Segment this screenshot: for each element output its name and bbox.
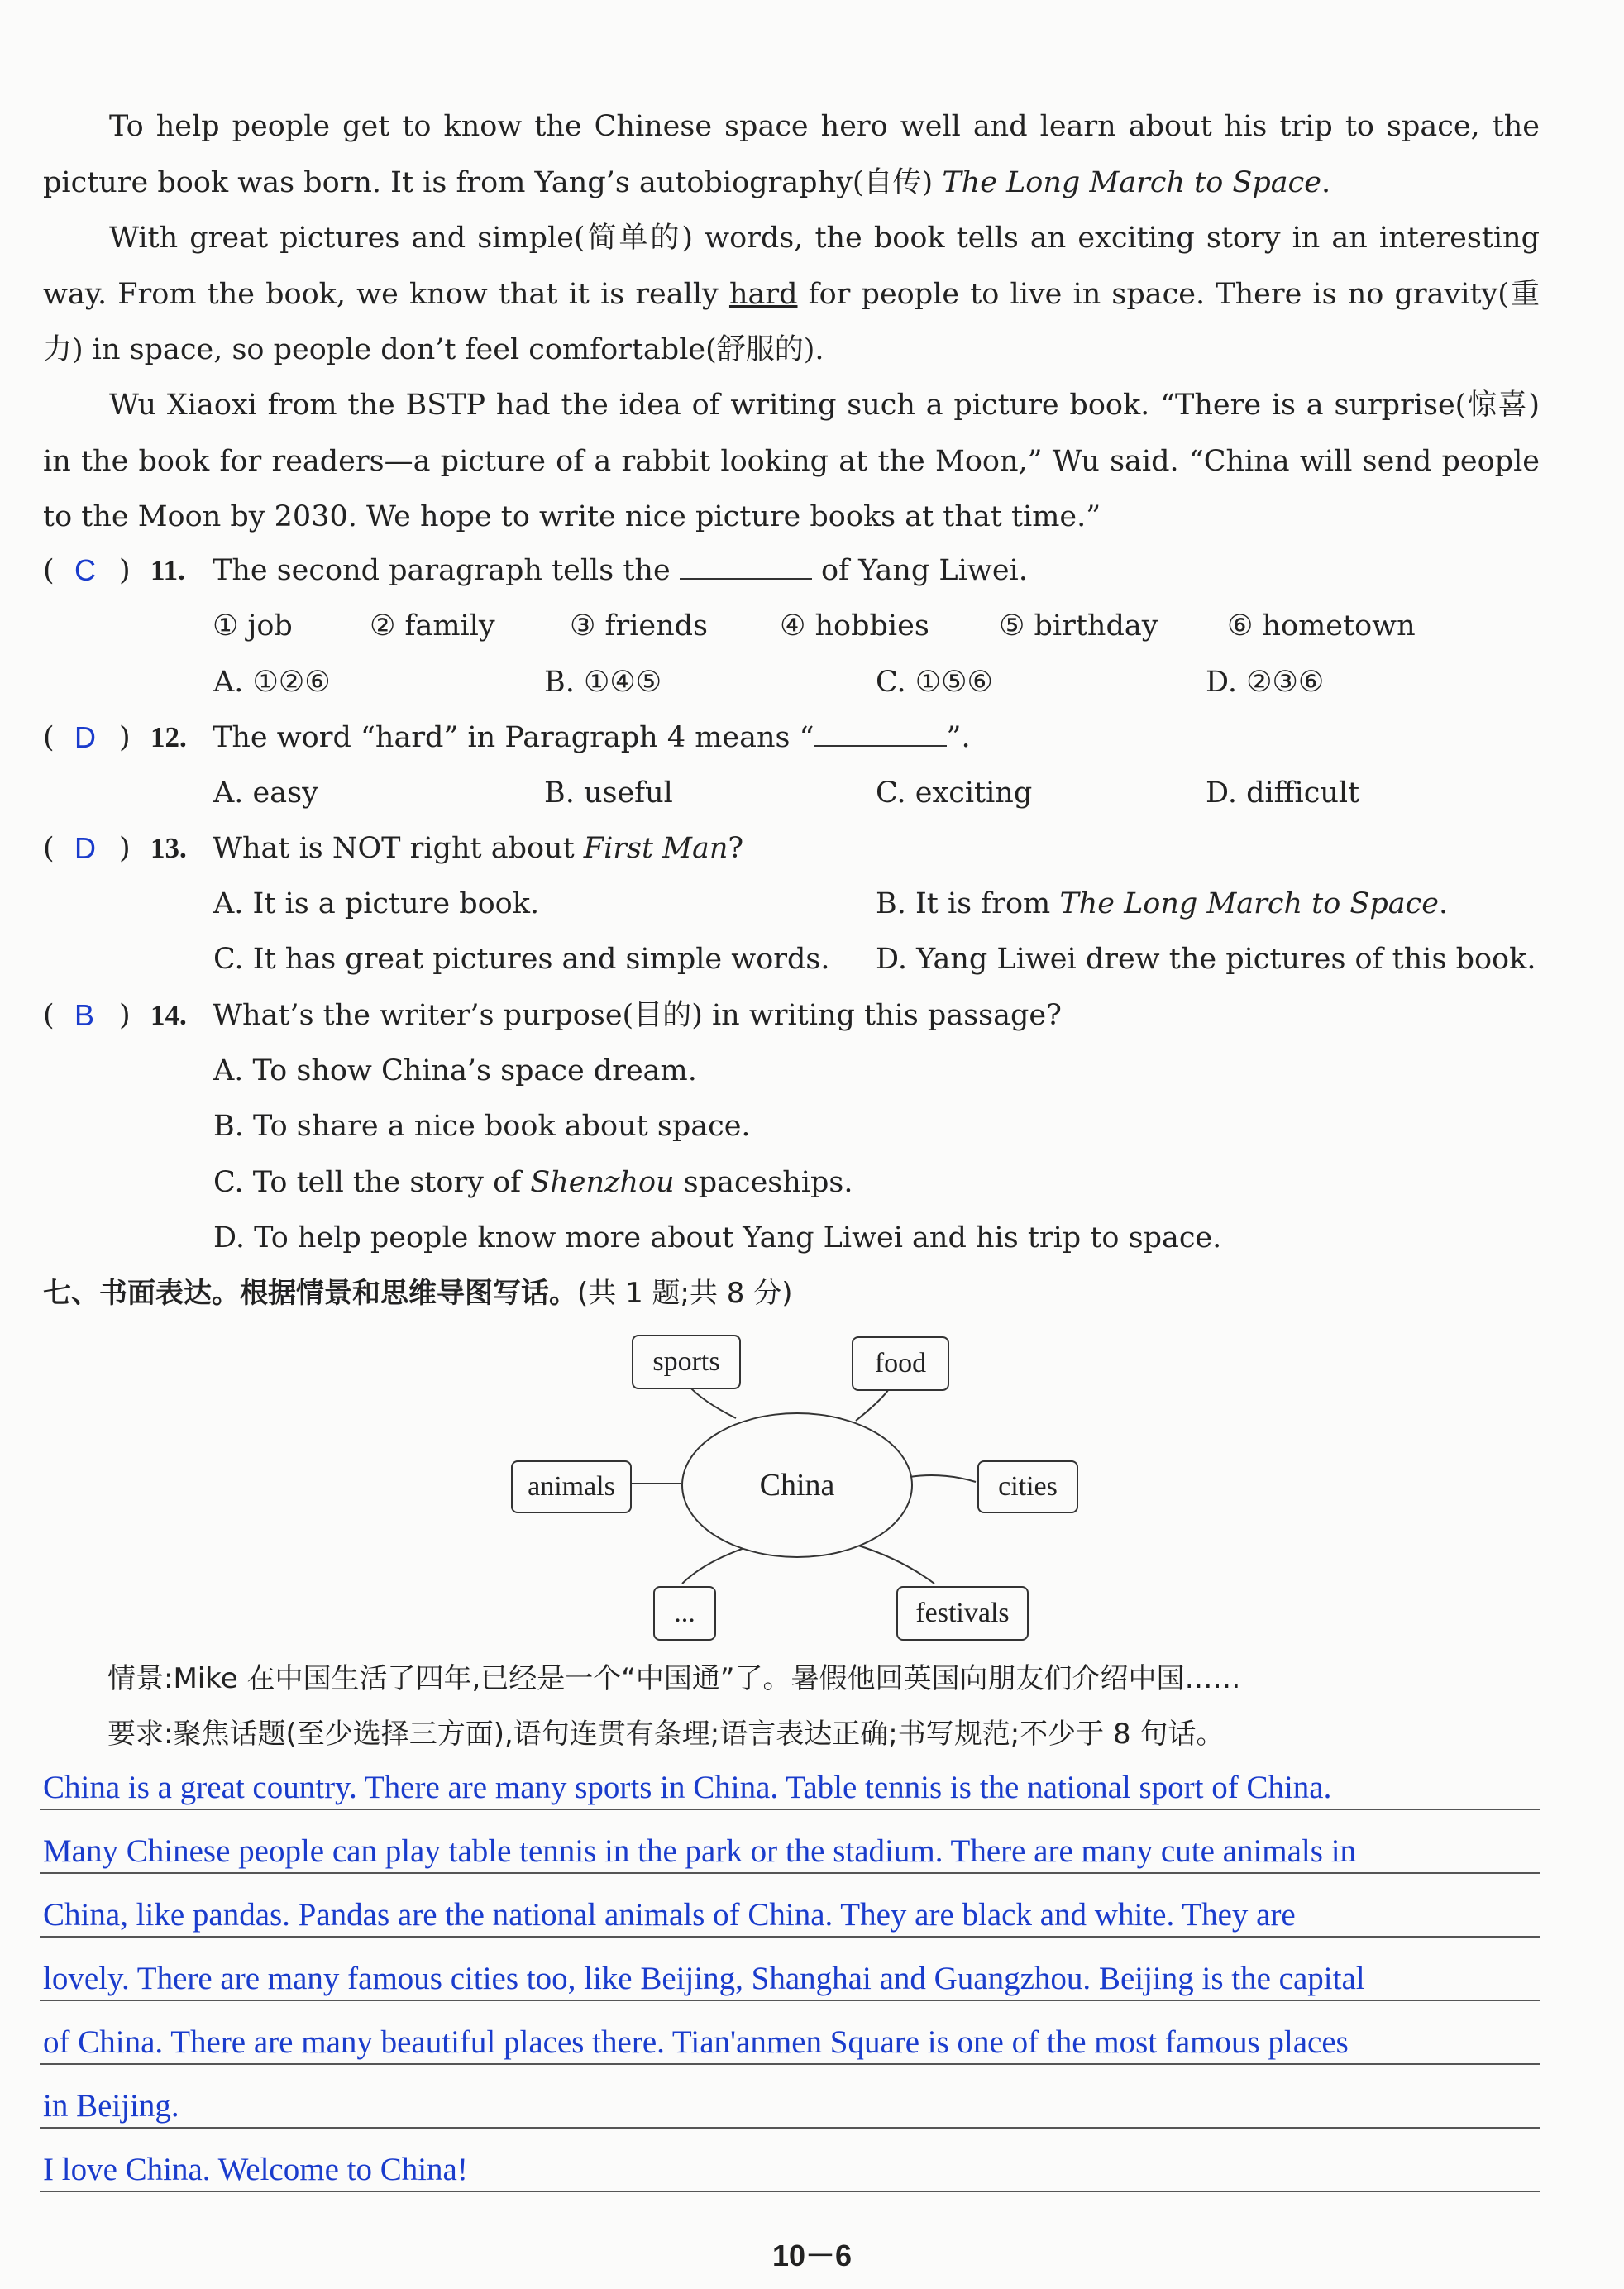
writing-rule: [40, 1872, 1540, 1874]
q13-option-c: C. It has great pictures and simple words.: [213, 943, 830, 976]
q11-item: ⑤ birthday: [999, 609, 1158, 643]
writing-rule: [40, 1936, 1540, 1938]
section-heading: 七、书面表达。根据情景和思维导图写话。(共 1 题;共 8 分): [43, 1277, 793, 1310]
q11-item: ② family: [370, 609, 495, 643]
writing-rule: [40, 1809, 1540, 1810]
q11-option-c: C. ①⑤⑥: [876, 666, 993, 699]
question-12: ( D ) 12. The word “hard” in Paragraph 4 means “ ”.: [43, 713, 1556, 762]
writing-rule: [40, 2127, 1540, 2129]
q11-item: ⑥ hometown: [1227, 609, 1416, 643]
q13-option-d: D. Yang Liwei drew the pictures of this book.: [876, 943, 1536, 976]
writing-line: Many Chinese people can play table tennis in the park or the stadium. There are many cute animals in: [43, 1833, 1357, 1869]
q11-option-d: D. ②③⑥: [1206, 666, 1325, 699]
q13-option-b: B. It is from The Long March to Space.: [876, 887, 1449, 920]
q14-option-c: C. To tell the story of Shenzhou spaceships.: [213, 1166, 853, 1199]
q11-item: ① job: [213, 609, 293, 643]
question-13: ( D ) 13. What is NOT right about First Man?: [43, 824, 1556, 873]
q12-option-c: C. exciting: [876, 777, 1033, 810]
mind-map-node-animals: animals: [511, 1460, 632, 1513]
writing-rule: [40, 2191, 1540, 2192]
writing-line: of China. There are many beautiful places there. Tian'anmen Square is one of the most famous places: [43, 2024, 1349, 2060]
passage-paragraph-3: Wu Xiaoxi from the BSTP had the idea of writing such a picture book. “There is a surprise(惊喜) in the book for readers—a picture of a rabbit looking at the Moon,” Wu said. “China will send people to the Moon by 2030. We hope to write nice picture books at that time.”: [43, 389, 1540, 533]
question-14: ( B ) 14. What’s the writer’s purpose(目的) in writing this passage?: [43, 991, 1556, 1040]
q14-option-b: B. To share a nice book about space.: [213, 1110, 751, 1143]
question-11: ( C ) 11. The second paragraph tells the of Yang Liwei.: [43, 546, 1556, 595]
mind-map-node-cities: cities: [977, 1460, 1078, 1513]
passage-paragraph-2: With great pictures and simple(简单的) words, the book tells an exciting story in an interesting way. From the book, we know that it is really hard for people to live in space. There is no gravity(重力) in space, so people don’t feel comfortable(舒服的).: [43, 222, 1540, 366]
q13-option-a: A. It is a picture book.: [213, 887, 540, 920]
q11-item: ④ hobbies: [780, 609, 929, 643]
writing-situation: 情景:Mike 在中国生活了四年,已经是一个“中国通”了。暑假他回英国向朋友们介绍中国……: [107, 1662, 1241, 1695]
q14-option-a: A. To show China’s space dream.: [213, 1054, 697, 1087]
q14-option-d: D. To help people know more about Yang Liwei and his trip to space.: [213, 1221, 1222, 1254]
writing-line: lovely. There are many famous cities too, like Beijing, Shanghai and Guangzhou. Beijing is the capital: [43, 1961, 1365, 1996]
writing-rule: [40, 2000, 1540, 2001]
writing-rule: [40, 2063, 1540, 2065]
q11-option-b: B. ①④⑤: [544, 666, 662, 699]
q11-option-a: A. ①②⑥: [213, 666, 331, 699]
writing-line: China is a great country. There are many sports in China. Table tennis is the national sport of China.: [43, 1770, 1332, 1805]
mind-map-node-food: food: [852, 1336, 949, 1391]
writing-line: in Beijing.: [43, 2088, 179, 2124]
passage-paragraph-1: To help people get to know the Chinese space hero well and learn about his trip to space, the picture book was born. It is from Yang’s autobiography(自传) The Long March to Space.: [43, 110, 1540, 199]
writing-requirement: 要求:聚焦话题(至少选择三方面),语句连贯有条理;语言表达正确;书写规范;不少于 8 句话。: [107, 1718, 1225, 1751]
writing-line: I love China. Welcome to China!: [43, 2152, 468, 2187]
mind-map-node-more: ...: [653, 1586, 716, 1641]
q12-option-d: D. difficult: [1206, 777, 1360, 810]
underlined-word-hard: hard: [728, 277, 798, 311]
mind-map: [496, 1323, 1091, 1654]
answer-13: D: [74, 831, 96, 865]
answer-12: D: [74, 720, 96, 754]
writing-line: China, like pandas. Pandas are the national animals of China. They are black and white. They are: [43, 1897, 1296, 1933]
q12-option-b: B. useful: [544, 777, 673, 810]
page-number: 10－6: [771, 2239, 853, 2272]
q12-option-a: A. easy: [213, 777, 318, 810]
mind-map-node-festivals: festivals: [896, 1586, 1029, 1641]
mind-map-center: China: [681, 1412, 913, 1558]
answer-14: B: [74, 998, 95, 1032]
q11-item: ③ friends: [570, 609, 709, 643]
answer-11: C: [74, 553, 96, 587]
mind-map-node-sports: sports: [632, 1335, 741, 1389]
